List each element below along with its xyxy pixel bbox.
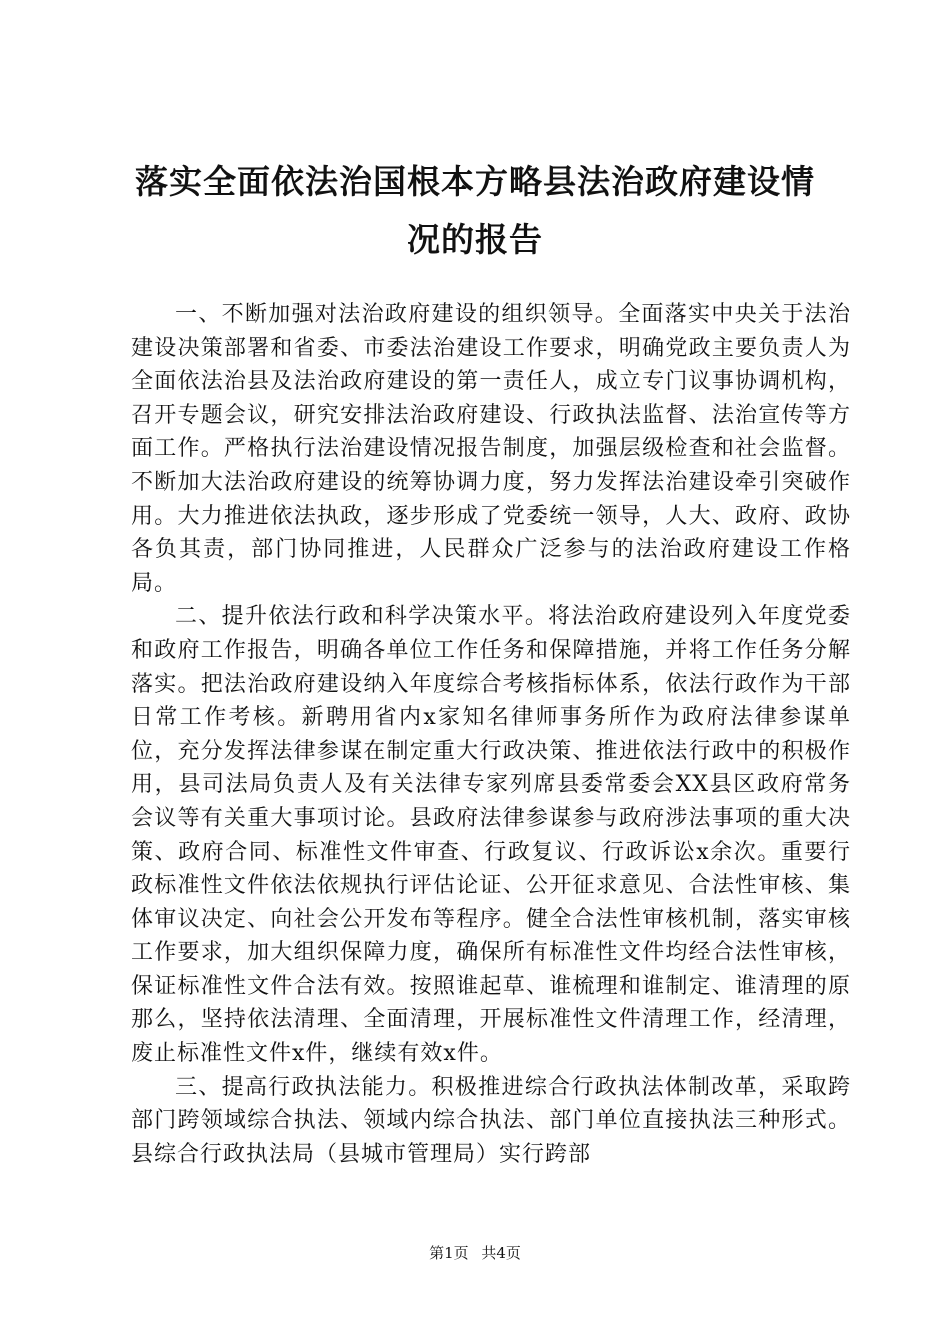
paragraph-3: 三、提高行政执法能力。积极推进综合行政执法体制改革，采取跨部门跨领域综合执法、领域内综合执法、部门单位直接执法三种形式。县综合行政执法局（县城市管理局）实行跨部 bbox=[131, 1074, 851, 1167]
paragraph-1: 一、不断加强对法治政府建设的组织领导。全面落实中央关于法治建设决策部署和省委、市委法治建设工作要求，明确党政主要负责人为全面依法治县及法治政府建设的第一责任人，成立专门议事协调机构，召开专题会议，研究安排法治政府建设、行政执法监督、法治宣传等方面工作。严格执行法治建设情况报告制度，加强层级检查和社会监督。不断加大法治政府建设的统筹协调力度，努力发挥法治建设牵引突破作用。大力推进依法执政，逐步形成了党委统一领导，人大、政府、政协各负其责，部门协同推进，人民群众广泛参与的法治政府建设工作格局。 bbox=[131, 302, 851, 596]
paragraph-2: 二、提升依法行政和科学决策水平。将法治政府建设列入年度党委和政府工作报告，明确各单位工作任务和保障措施，并将工作任务分解落实。把法治政府建设纳入年度综合考核指标体系，依法行政作为干部日常工作考核。新聘用省内x家知名律师事务所作为政府法律参谋单位，充分发挥法律参谋在制定重大行政决策、推进依法行政中的积极作用，县司法局负责人及有关法律专家列席县委常委会XX县区政府常务会议等有关重大事项讨论。县政府法律参谋参与政府涉法事项的重大决策、政府合同、标准性文件审查、行政复议、行政诉讼x余次。重要行政标准性文件依法依规执行评估论证、公开征求意见、合法性审核、集体审议决定、向社会公开发布等程序。健全合法性审核机制，落实审核工作要求，加大组织保障力度，确保所有标准性文件均经合法性审核，保证标准性文件合法有效。按照谁起草、谁梳理和谁制定、谁清理的原那么，坚持依法清理、全面清理，开展标准性文件清理工作，经清理，废止标准性文件x件，继续有效x件。 bbox=[131, 604, 851, 1067]
document-body bbox=[131, 298, 851, 1171]
page-footer bbox=[0, 1243, 950, 1263]
page-number: 第1页 bbox=[429, 1244, 469, 1262]
document-title-line-2: 况的报告 bbox=[407, 220, 543, 259]
document-title-line-1: 落实全面依法治国根本方略县法治政府建设情 bbox=[135, 162, 815, 201]
page-total: 共4页 bbox=[481, 1244, 521, 1262]
